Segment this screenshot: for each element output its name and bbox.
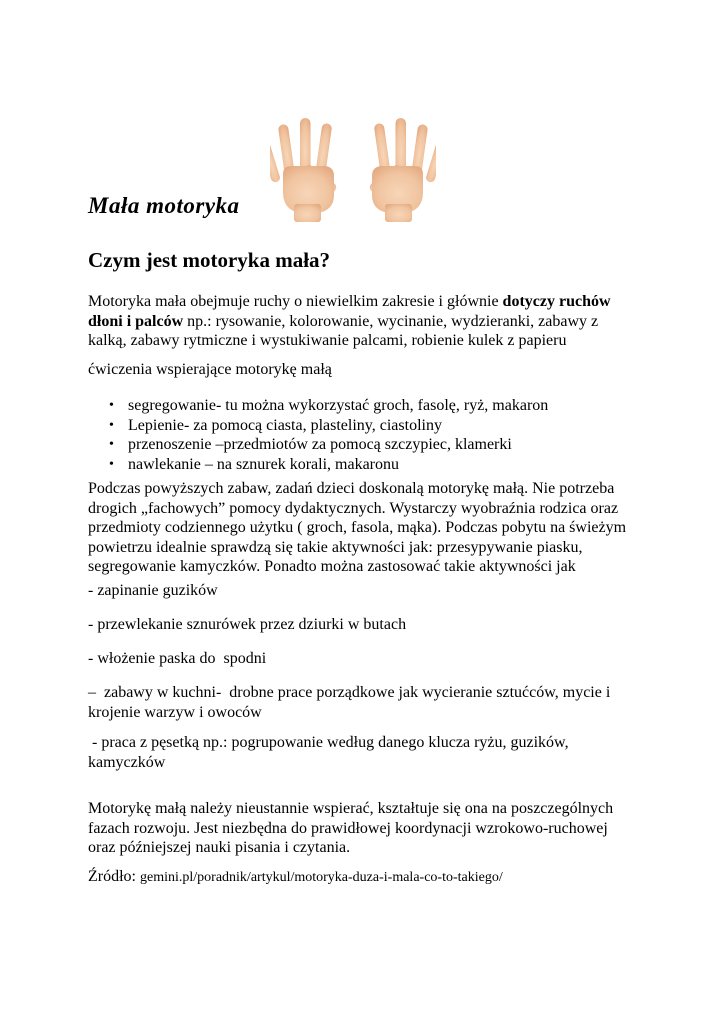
definition-text-start: Motoryka mała obejmuje ruchy o niewielkim zakresie i głównie <box>88 293 503 310</box>
dash-item-shoelaces: - przewlekanie sznurówek przez dziurki w butach <box>88 616 407 633</box>
paragraph-benefits: Podczas powyższych zabaw, zadań dzieci doskonalą motorykę małą. Nie potrzeba drogich „fachowych” pomocy dydaktycznych. Wystarczy wyobraźnia rodzica oraz przedmioty codziennego użytku ( groch, fasola, mąka). Podczas pobytu na świeżym powietrzu idealnie sprawdzą się takie aktywności jak: przesypywanie piasku, segregowanie kamyczków. Ponadto można zastosować takie aktywności jak <box>88 480 627 575</box>
paragraph-summary: Motorykę małą należy nieustannie wspierać, kształtuje się ona na poszczególnych fazach rozwoju. Jest niezbędna do prawidłowej koordynacji wzrokowo-ruchowej oraz późniejszej nauki pisania i czytania. <box>88 800 614 856</box>
definition-bold-phrase: dotyczy ruchów dłoni i palców <box>88 293 611 330</box>
source-label: Źródło: <box>88 868 140 885</box>
list-item <box>88 396 636 416</box>
paragraph-definition <box>88 292 636 351</box>
dash-item-tweezers: - praca z pęsetką np.: pogrupowanie według danego klucza ryżu, guzików, kamyczków <box>88 734 573 771</box>
dash-item-kitchen: – zabawy w kuchni- drobne prace porządkowe jak wycieranie sztućców, mycie i krojenie warzyw i owoców <box>88 684 615 721</box>
list-item-text: przenoszenie –przedmiotów za pomocą szczypiec, klamerki <box>128 436 512 453</box>
list-item-text: segregowanie- tu można wykorzystać groch, fasolę, ryż, makaron <box>128 397 549 414</box>
document-title: Mała motoryka <box>88 193 240 218</box>
dash-item-belt: - włożenie paska do spodni <box>88 650 267 667</box>
list-item <box>88 416 636 436</box>
list-item-text: nawlekanie – na sznurek korali, makaronu <box>128 455 400 473</box>
bullet-icon: • <box>109 417 114 433</box>
list-item <box>88 435 636 455</box>
definition-text-end: np.: rysowanie, kolorowanie, wycinanie, wydzieranki, zabawy z kalką, zabawy rytmiczne i wystukiwanie palcami, robienie kulek z papieru <box>88 312 599 349</box>
bullet-icon: • <box>109 437 114 452</box>
source-url: gemini.pl/poradnik/artykul/motoryka-duza-i-mala-co-to-takiego/ <box>140 870 503 885</box>
list-item <box>88 455 636 475</box>
exercise-list <box>88 396 636 474</box>
list-intro-line: ćwiczenia wspierające motorykę małą <box>88 361 332 378</box>
list-item-text: Lepienie- za pomocą ciasta, plasteliny, ciastoliny <box>128 416 442 434</box>
source-line <box>88 867 636 888</box>
dash-item-buttons: - zapinanie guzików <box>88 582 218 599</box>
bullet-icon: • <box>109 398 114 413</box>
bullet-icon: • <box>109 456 114 472</box>
section-heading: Czym jest motoryka mała? <box>88 248 331 272</box>
